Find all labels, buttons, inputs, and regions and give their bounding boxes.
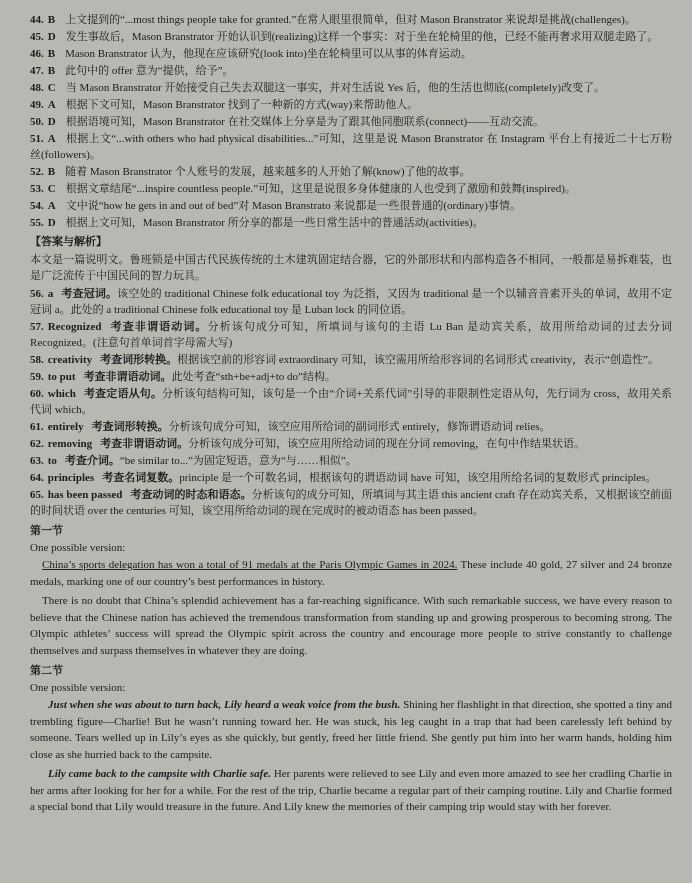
answers-analysis-header: 【答案与解析】 [30,236,107,248]
item-number: 45. [30,31,44,43]
item-answer: A [47,133,56,145]
item-answer: a [47,288,54,300]
item-text: 根据语境可知，Mason Branstrator 在社交媒体上分享是为了跟其他同胞联系(connect)——互动交流。 [65,116,545,128]
item-answer: entirely [47,421,84,433]
item-number: 58. [30,354,44,366]
item-text: 发生事故后，Mason Branstrator 开始认识到(realizing)这样一个事实：对于坐在轮椅里的他，已经不能再奢求用双腿走路了。 [65,31,659,43]
item-answer: C [47,183,56,195]
item-number: 63. [30,455,44,467]
item-number: 60. [30,388,44,400]
item-topic: 考查动词的时态和语态。 [130,489,252,501]
item-text: Mason Branstrator 认为，他现在应该研究(look into)坐在轮椅里可以从事的体育运动。 [65,48,472,60]
cloze-item-44 [30,12,672,28]
writing-paragraph-3 [30,697,672,763]
item-text: 该空处的 traditional Chinese folk educational toy 为泛指，又因为 traditional 是一个以辅音音素开头的单词，故用不定冠词 a。此处的 a traditional Chinese folk educational toy 是 Luban lock 的同位语。 [30,288,673,316]
item-number: 56. [30,288,44,300]
grammar-item-64 [30,470,672,486]
item-number: 44. [30,14,44,26]
item-answer: which [47,388,76,400]
item-number: 53. [30,183,44,195]
paragraph-text: Shining her flashlight in that direction, she spotted a tiny and trembling figure—Charlie! But he wasn’t running toward her. He was stuck, his leg caught in a trap that had been carelessly left behind by someone. Tears welled up in Lily’s eyes as she quickly, but gently, freed her little friend. She gently put him into her warm hands, holding him close as she hurried back to the campsite. [30,699,672,761]
item-answer: Recognized [47,321,102,333]
item-text: 分析该句成分可知，该空应用所给动词的现在分词 removing，在句中作结果状语。 [188,438,586,450]
item-answer: has been passed [47,489,123,501]
item-text: 分析该句成分可知，所填词与该句的主语 Lu Ban 是动宾关系，故用所给动词的过去分词 Recognized。(注意句首单词首字母需大写) [30,321,673,349]
item-text: 根据上文“...with others who had physical disabilities...”可知，这里是说 Mason Branstrator 在 Instagram 平台上有接近二十七万粉丝(followers)。 [30,133,672,161]
item-answer: B [47,48,56,60]
item-text: 文中说“how he gets in and out of bed”对 Mason Branstrato 来说都是一些很普通的(ordinary)事情。 [65,200,521,212]
item-number: 46. [30,48,44,60]
item-text: 此句中的 offer 意为“提供，给予”。 [65,65,234,77]
paragraph-text: Her parents were relieved to see Lily and even more amazed to see her cradling Charlie in her arms after looking for her for a while. For the rest of the trip, Charlie became a regular part of their camping routine. Lily and Charlie formed a special bond that Lily would treasure in the future. And Lily knew the memories of their camping trip would stay with her forever. [30,768,672,813]
item-answer: A [47,99,56,111]
cloze-item-53 [30,181,672,197]
cloze-item-49 [30,97,672,113]
item-answer: D [47,31,56,43]
item-topic: 考查介词。 [64,455,120,467]
passage-intro: 本文是一篇说明文。鲁班锁是中国古代民族传统的土木建筑固定结合器，它的外部形状和内部构造各不相同，一般都是易拆难装，也是广泛流传于中国民间的智力玩具。 [30,254,672,282]
item-text: 当 Mason Branstrator 开始接受自己失去双腿这一事实，并对生活说 Yes 后，他的生活也彻底(completely)改变了。 [65,82,606,94]
item-text: 随着 Mason Branstrator 个人账号的发展，越来越多的人开始了解(know)了他的故事。 [65,166,471,178]
paragraph-text: These include 40 gold, 27 silver and 24 bronze medals, marking one of our country’s best performances in history. [30,559,672,588]
item-number: 49. [30,99,44,111]
possible-version-label-2: One possible version: [30,682,126,694]
item-topic: 考查定语从句。 [83,388,163,400]
grammar-item-57 [30,319,672,351]
grammar-item-59 [30,369,672,385]
item-text: principle 是一个可数名词，根据该句的谓语动词 have 可知，该空用所给名词的复数形式 principles。 [179,472,657,484]
underlined-sentence: China’s sports delegation has won a total of 91 medals at the Paris Olympic Games in 2024. [42,559,458,571]
cloze-item-48 [30,80,672,96]
item-text: 此处考查“sth+be+adj+to do”结构。 [171,371,336,383]
item-answer: creativity [47,354,93,366]
item-number: 55. [30,217,44,229]
item-text: 根据该空前的形容词 extraordinary 可知，该空需用所给形容词的名词形式 creativity，表示“创造性”。 [177,354,659,366]
item-number: 48. [30,82,44,94]
item-answer: C [47,82,56,94]
item-number: 47. [30,65,44,77]
given-sentence-italic: Lily came back to the campsite with Charlie safe. [48,768,271,780]
item-topic: 考查非谓语动词。 [109,321,208,333]
writing-paragraph-4 [30,766,672,816]
cloze-item-55 [30,215,672,231]
cloze-item-45 [30,29,672,45]
cloze-item-50 [30,114,672,130]
item-answer: principles [47,472,95,484]
item-text: 根据上文可知，Mason Branstrator 所分享的都是一些日常生活中的普通活动(activities)。 [65,217,484,229]
writing-paragraph-2: There is no doubt that China’s splendid achievement has a far-reaching significance. With such remarkable success, we have every reason to believe that the Chinese nation has achieved the tremendous transformation from standing up and growing prosperous to becoming strong. The Olympic athletes’ success will spread the Olympic spirit across the country and encourage more people to strive constantly to challenge themselves and surpass themselves in whatever they are doing. [30,595,672,657]
item-answer: A [47,200,56,212]
cloze-item-47 [30,63,672,79]
item-answer: B [47,166,56,178]
item-answer: D [47,116,56,128]
item-topic: 考查词形转换。 [100,354,178,366]
item-topic: 考查名词复数。 [102,472,180,484]
item-number: 61. [30,421,44,433]
item-number: 50. [30,116,44,128]
grammar-item-60 [30,386,672,418]
item-number: 65. [30,489,44,501]
item-answer: to put [47,371,76,383]
grammar-item-63 [30,453,672,469]
cloze-item-46 [30,46,672,62]
section-2-label: 第二节 [30,665,63,677]
item-topic: 考查词形转换。 [91,421,169,433]
item-answer: B [47,14,56,26]
grammar-item-58 [30,352,672,368]
item-text: “be similar to...”为固定短语，意为“与……相似”。 [119,455,357,467]
item-number: 62. [30,438,44,450]
grammar-item-65 [30,487,672,519]
item-answer: removing [47,438,93,450]
item-topic: 考查冠词。 [61,288,118,300]
cloze-item-54 [30,198,672,214]
item-answer: D [47,217,56,229]
given-sentence-italic: Just when she was about to turn back, Lily heard a weak voice from the bush. [48,699,401,711]
section-1-label: 第一节 [30,525,63,537]
writing-paragraph-1 [30,557,672,590]
grammar-item-56 [30,286,672,318]
item-number: 64. [30,472,44,484]
item-topic: 考查非谓语动词。 [83,371,172,383]
item-answer: B [47,65,56,77]
item-answer: to [47,455,57,467]
item-text: 根据下文可知，Mason Branstrator 找到了一种新的方式(way)来帮助他人。 [65,99,419,111]
item-topic: 考查非谓语动词。 [100,438,189,450]
grammar-item-61 [30,419,672,435]
item-number: 59. [30,371,44,383]
item-number: 52. [30,166,44,178]
possible-version-label-1: One possible version: [30,542,126,554]
item-text: 分析该句的成分可知，所填词与其主语 this ancient craft 存在动宾关系，又根据该空前面的时间状语 over the centuries 可知，该空用所给动词的现在完成时的被动语态 has been passed。 [30,489,672,517]
cloze-item-51 [30,131,672,163]
item-number: 51. [30,133,44,145]
cloze-item-52 [30,164,672,180]
item-text: 根据文章结尾“...inspire countless people.”可知，这里是说很多身体健康的人也受到了激励和鼓舞(inspired)。 [65,183,576,195]
grammar-item-62 [30,436,672,452]
item-text: 分析该句成分可知，该空应用所给词的副词形式 entirely，修饰谓语动词 relies。 [168,421,551,433]
item-number: 54. [30,200,44,212]
item-text: 上文提到的“...most things people take for granted.”在常人眼里很简单，但对 Mason Branstrator 来说却是挑战(challenges)。 [65,14,636,26]
item-text: 分析该句结构可知，该句是一个由“介词+关系代词”引导的非限制性定语从句，先行词为 cross，故用关系代词 which。 [30,388,672,416]
item-number: 57. [30,321,44,333]
